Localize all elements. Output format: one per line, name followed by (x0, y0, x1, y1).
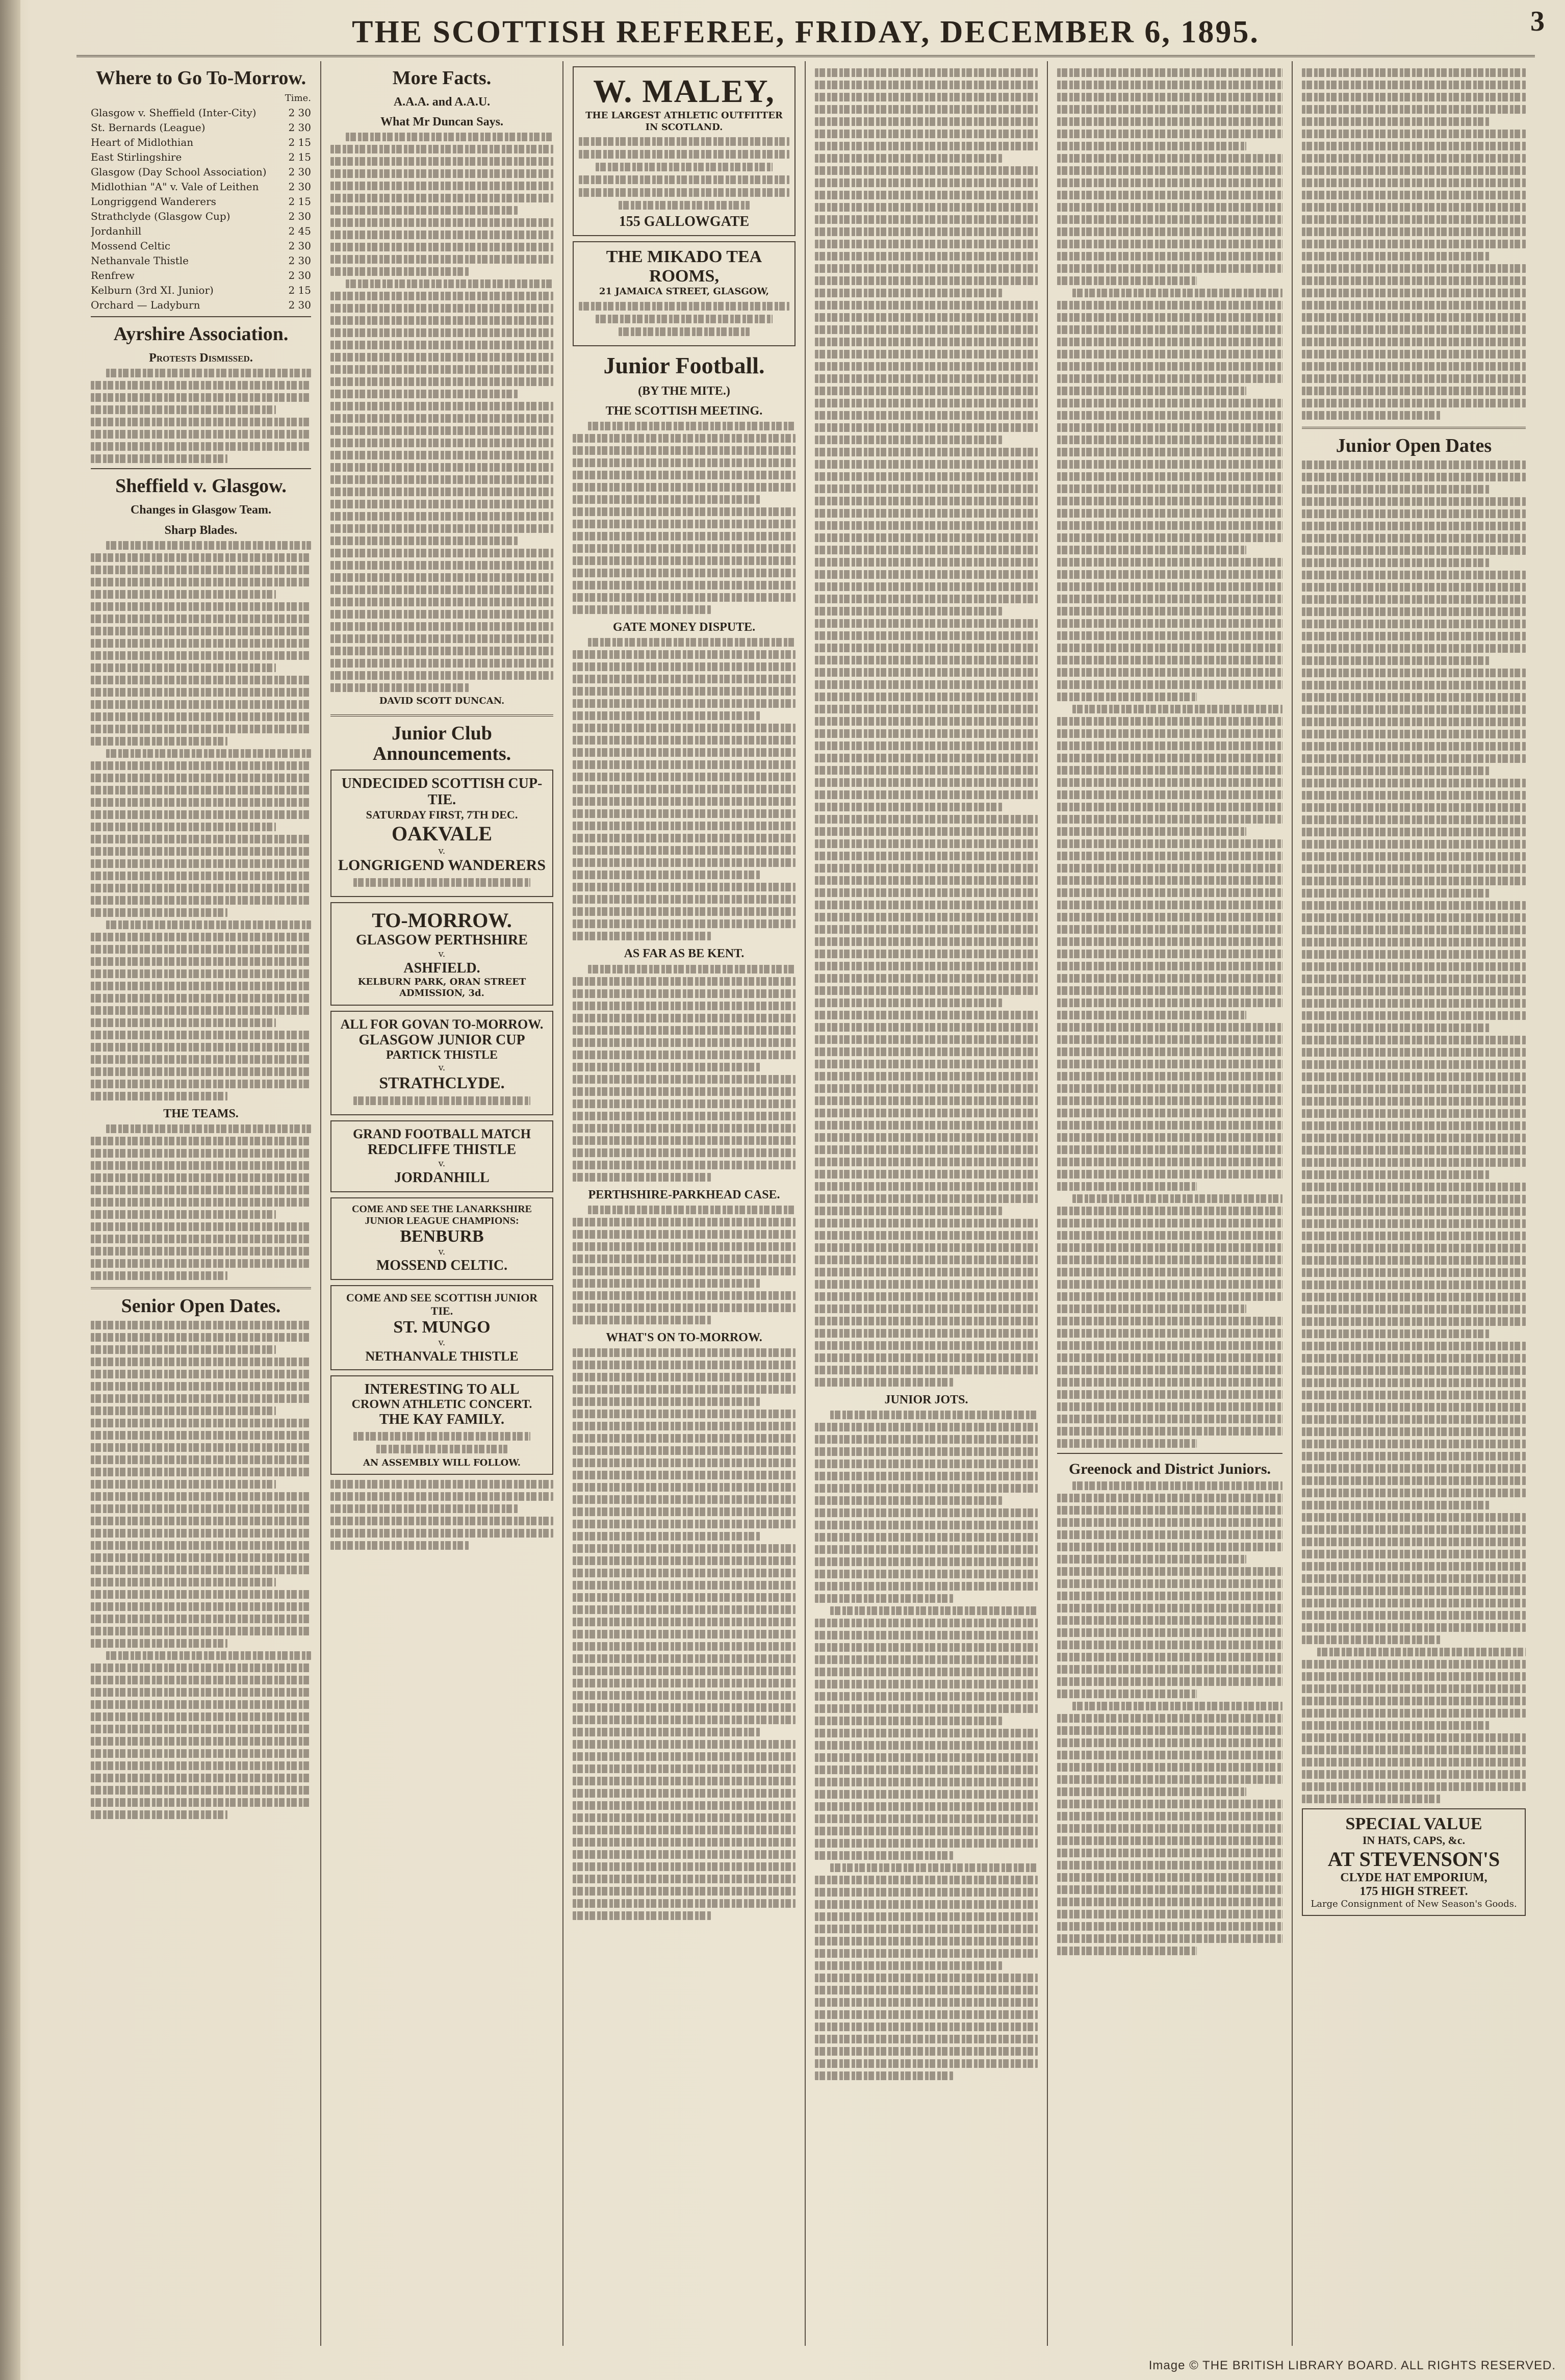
perthshire-case-body (573, 1206, 796, 1324)
fixture-time: 2 30 (288, 181, 311, 193)
redcliffe-text: REDCLIFFE THISTLE (367, 1142, 517, 1158)
column-5 (1048, 61, 1293, 2346)
fixture-row (91, 136, 311, 148)
fixture-name: Orchard — Ladyburn (91, 299, 200, 312)
senior-open-heading: Senior Open Dates. (121, 1295, 281, 1317)
fixture-time: 2 45 (288, 225, 311, 238)
junior-football-heading: Junior Football. (603, 352, 765, 378)
time-label: Time. (285, 92, 311, 104)
saturday-text: SATURDAY FIRST, 7TH DEC. (366, 808, 518, 821)
hats-text: IN HATS, CAPS, &c. (1362, 1833, 1466, 1847)
fixture-time: 2 30 (288, 299, 311, 312)
consignment-text: Large Consignment of New Season's Goods. (1311, 1898, 1517, 1909)
fixture-name: East Stirlingshire (91, 151, 182, 164)
maley-ad (573, 66, 796, 236)
sheffield-body (91, 541, 311, 1101)
meeting-subheading: THE SCOTTISH MEETING. (605, 404, 763, 418)
fixture-time: 2 15 (288, 284, 311, 297)
fixture-name: Nethanvale Thistle (91, 254, 189, 267)
come-see-text: COME AND SEE THE LANARKSHIRE JUNIOR LEAGUE CHAMPIONS: (351, 1203, 532, 1226)
admission-text: ADMISSION, 3d. (399, 988, 484, 999)
fixture-row (91, 181, 311, 193)
fixture-name: Glasgow (Day School Association) (91, 166, 267, 178)
versus-text: v. (438, 845, 446, 856)
grand-match-text: GRAND FOOTBALL MATCH (352, 1127, 531, 1142)
fixture-time: 2 15 (288, 136, 311, 149)
teams-body (91, 1124, 311, 1280)
junior-jots-heading: JUNIOR JOTS. (884, 1393, 968, 1406)
interesting-text: INTERESTING TO ALL (364, 1381, 520, 1397)
special-value-text: SPECIAL VALUE (1345, 1814, 1482, 1833)
longriggend-text: LONGRIGEND WANDERERS (338, 857, 546, 874)
partick-thistle-text: PARTICK THISTLE (386, 1048, 498, 1062)
fixture-name: Jordanhill (91, 225, 142, 238)
fixture-name: Strathclyde (Glasgow Cup) (91, 210, 230, 223)
junior-cup-text: GLASGOW JUNIOR CUP (358, 1032, 525, 1048)
mikado-ad (573, 241, 796, 346)
fixture-list (91, 107, 311, 311)
st-mungo-text: ST. MUNGO (393, 1318, 491, 1337)
changes-subheading: Changes in Glasgow Team. (130, 503, 272, 517)
stevenson-ad (1302, 1808, 1526, 1916)
fixture-row (91, 121, 311, 134)
perthshire-case-subheading: PERTHSHIRE-PARKHEAD CASE. (588, 1188, 780, 1201)
fixture-name: Glasgow v. Sheffield (Inter-City) (91, 107, 256, 119)
address-text: 175 HIGH STREET. (1359, 1884, 1468, 1898)
jamaica-text: 21 JAMAICA STREET, GLASGOW, (599, 286, 769, 297)
image-credit: Image © THE BRITISH LIBRARY BOARD. ALL RIGHTS RESERVED. (1148, 2359, 1556, 2372)
columns (82, 61, 1535, 2346)
the-teams-heading: THE TEAMS. (163, 1107, 239, 1120)
greenock-heading: Greenock and District Juniors. (1068, 1461, 1271, 1477)
strathclyde-text: STRATHCLYDE. (379, 1073, 505, 1092)
versus-text: v. (438, 1158, 446, 1169)
come-see-junior-text: COME AND SEE SCOTTISH JUNIOR TIE. (346, 1291, 538, 1318)
column-5-body-top (1057, 68, 1282, 1448)
whats-on-subheading: WHAT'S ON TO-MORROW. (606, 1330, 762, 1344)
by-mite-text: (BY THE MITE.) (638, 384, 730, 398)
undecided-text: UNDECIDED SCOTTISH CUP-TIE. (341, 775, 543, 808)
assembly-text: AN ASSEMBLY WILL FOLLOW. (363, 1457, 521, 1468)
protests-subheading: Protests Dismissed. (149, 351, 253, 365)
fixture-row (91, 254, 311, 267)
column-6 (1293, 61, 1535, 2346)
sharp-blades-subheading: Sharp Blades. (164, 523, 238, 537)
sheffield-heading: Sheffield v. Glasgow. (115, 475, 287, 497)
clyde-hat-text: CLYDE HAT EMPORIUM, (1340, 1871, 1487, 1884)
fixture-name: Heart of Midlothian (91, 136, 194, 149)
more-facts-heading: More Facts. (392, 67, 492, 89)
duncan-body (330, 133, 553, 692)
column-2 (321, 61, 563, 2346)
junior-jots-body (815, 1411, 1038, 2080)
mikado-title: THE MIKADO TEA ROOMS, (606, 247, 762, 286)
ashfield-text: ASHFIELD. (403, 960, 480, 976)
column-3 (563, 61, 806, 2346)
junior-open-heading: Junior Open Dates (1336, 435, 1492, 456)
crown-concert-text: CROWN ATHLETIC CONCERT. (351, 1397, 532, 1411)
benburb-ad (330, 1197, 553, 1281)
glasgow-perthshire-text: GLASGOW PERTHSHIRE (356, 932, 528, 949)
fixture-time: 2 15 (288, 195, 311, 208)
nethanvale-text: NETHANVALE THISTLE (365, 1348, 519, 1364)
as-far-subheading: AS FAR AS BE KENT. (624, 947, 745, 961)
fixture-row (91, 166, 311, 178)
duncan-subheading: What Mr Duncan Says. (380, 115, 503, 129)
column-6-body-top (1302, 68, 1526, 420)
column-1 (82, 61, 321, 2346)
gallowgate-text: 155 GALLOWGATE (619, 214, 750, 229)
fixture-row (91, 195, 311, 208)
masthead (76, 9, 1535, 57)
fixture-name: St. Bernards (League) (91, 121, 206, 134)
redcliffe-ad (330, 1120, 553, 1192)
versus-text: v. (438, 1062, 446, 1073)
junior-open-body (1302, 460, 1526, 1803)
jordanhill-text: JORDANHILL (394, 1169, 490, 1186)
gate-money-subheading: GATE MONEY DISPUTE. (612, 621, 756, 634)
fixture-row (91, 284, 311, 296)
fixture-row (91, 107, 311, 119)
tomorrow-text: TO-MORROW. (372, 909, 512, 932)
junior-football-body (573, 422, 796, 614)
crown-concert-ad (330, 1375, 553, 1475)
fixture-row (91, 210, 311, 222)
fixture-name: Longriggend Wanderers (91, 195, 216, 208)
benburb-text: BENBURB (400, 1226, 484, 1246)
fixture-row (91, 240, 311, 252)
fixture-time: 2 30 (288, 166, 311, 178)
duncan-signature: DAVID SCOTT DUNCAN. (379, 696, 505, 707)
mossend-celtic-text: MOSSEND CELTIC. (376, 1258, 508, 1274)
fixture-row (91, 299, 311, 311)
fixture-row (91, 269, 311, 281)
fixture-row (91, 151, 311, 163)
where-to-go-heading: Where to Go To-Morrow. (95, 67, 306, 89)
fixture-time: 2 30 (288, 210, 311, 223)
fixture-name: Midlothian "A" v. Vale of Leithen (91, 181, 259, 193)
gate-money-body (573, 638, 796, 940)
aaa-subheading: A.A.A. and A.A.U. (393, 95, 491, 109)
masthead-title: THE SCOTTISH REFEREE, FRIDAY, DECEMBER 6, 1895. (352, 14, 1260, 49)
maley-subtitle: THE LARGEST ATHLETIC OUTFITTER IN SCOTLAND. (585, 110, 783, 133)
maley-title: W. MALEY, (593, 73, 775, 109)
greenock-body (1057, 1481, 1282, 1955)
versus-text: v. (438, 949, 446, 960)
st-mungo-ad (330, 1285, 553, 1370)
ayrshire-heading: Ayrshire Association. (113, 323, 289, 345)
ayrshire-body (91, 369, 311, 463)
kay-family-text: THE KAY FAMILY. (379, 1411, 505, 1427)
senior-open-body (91, 1321, 311, 1819)
fixture-name: Mossend Celtic (91, 240, 171, 252)
fixture-row (91, 225, 311, 237)
fixture-time: 2 30 (288, 107, 311, 119)
fixture-time: 2 15 (288, 151, 311, 164)
oakvale-text: OAKVALE (391, 822, 493, 845)
page-number: 3 (1530, 6, 1545, 37)
fixture-time: 2 30 (288, 240, 311, 252)
perthshire-ad (330, 902, 553, 1006)
as-far-body (573, 965, 796, 1182)
whats-on-body (573, 1348, 796, 1920)
junior-club-heading: Junior Club Announcements. (372, 722, 511, 764)
oakvale-ad (330, 770, 553, 898)
fixture-time: 2 30 (288, 269, 311, 282)
fixture-time: 2 30 (288, 121, 311, 134)
versus-text: v. (438, 1337, 446, 1348)
page-binding-edge (0, 0, 20, 2380)
column-4-body-top (815, 68, 1038, 1387)
kelburn-park-text: KELBURN PARK, ORAN STREET (357, 976, 526, 987)
column-4 (806, 61, 1048, 2346)
fixture-name: Renfrew (91, 269, 135, 282)
stevensons-text: AT STEVENSON'S (1327, 1847, 1500, 1871)
fixture-name: Kelburn (3rd XI. Junior) (91, 284, 214, 297)
fixture-time: 2 30 (288, 254, 311, 267)
all-for-govan-text: ALL FOR GOVAN TO-MORROW. (340, 1016, 544, 1032)
govan-ad (330, 1011, 553, 1116)
versus-text: v. (438, 1246, 446, 1257)
